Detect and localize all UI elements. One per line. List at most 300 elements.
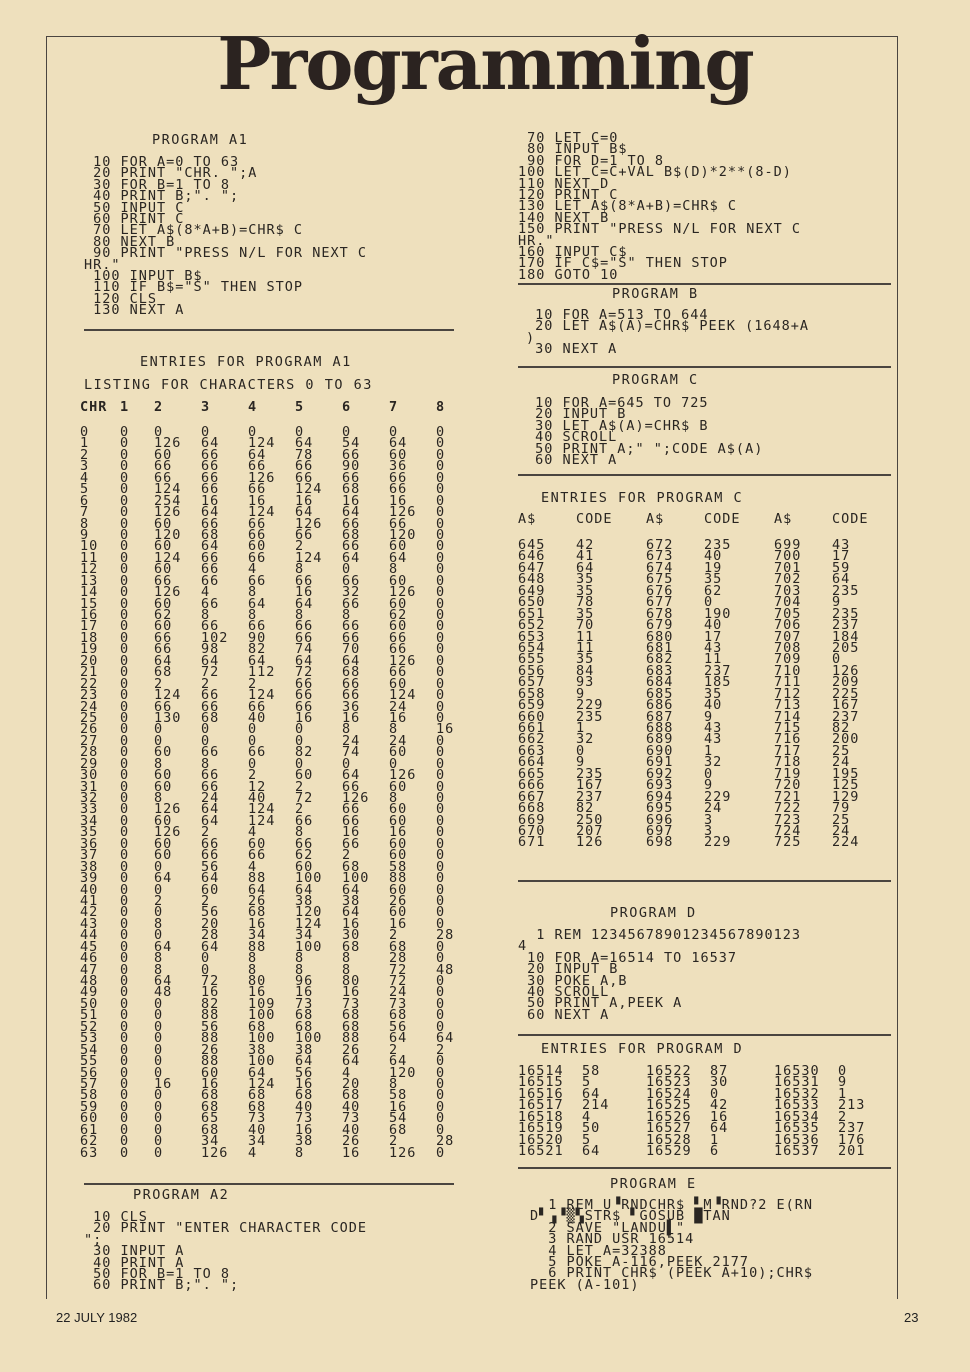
code-line: PEEK (A-101)	[530, 1276, 640, 1293]
table-cell: 26	[389, 892, 408, 909]
table-cell: 0	[120, 812, 130, 829]
table-row	[80, 824, 466, 841]
table-cell: 1	[704, 742, 714, 759]
table-row	[518, 559, 882, 576]
table-cell: 68	[295, 1007, 314, 1024]
table-cell: 0	[120, 641, 130, 658]
table-cell: 64	[342, 1053, 361, 1070]
table-cell: 4	[342, 1064, 352, 1081]
table-row	[518, 1074, 878, 1091]
table-cell: 0	[120, 950, 130, 967]
code-line: 90 FOR D=1 TO 8	[518, 152, 665, 169]
table-cell: 0	[154, 1121, 164, 1138]
table-cell: 64	[342, 652, 361, 669]
table-cell: 124	[248, 435, 276, 452]
table-cell: 126	[154, 435, 182, 452]
table-cell: 9	[832, 594, 842, 611]
code-line: 30 INPUT A	[84, 1243, 185, 1260]
table-cell: 16	[295, 1121, 314, 1138]
table-cell: 0	[120, 1121, 130, 1138]
table-cell: 17	[832, 548, 851, 565]
entries-d-heading: ENTRIES FOR PROGRAM D	[541, 1041, 744, 1057]
table-cell: 38	[295, 1133, 314, 1150]
table-cell: 66	[342, 675, 361, 692]
program-a1-heading: PROGRAM A1	[152, 132, 249, 148]
table-cell: 56	[295, 1064, 314, 1081]
table-cell: 62	[295, 847, 314, 864]
table-cell: 13	[80, 572, 99, 589]
table-cell: 35	[576, 605, 595, 622]
table-cell: 64	[201, 801, 220, 818]
table-cell: 48	[80, 973, 99, 989]
table-row	[80, 1144, 466, 1161]
table-cell: 0	[154, 1041, 164, 1058]
table-cell: 0	[436, 492, 446, 509]
table-cell: 9	[576, 754, 586, 771]
table-cell: 30	[80, 767, 99, 784]
table-cell: 100	[248, 1030, 276, 1047]
table-header-row	[80, 399, 466, 415]
table-cell: 0	[436, 549, 446, 566]
table-cell: 0	[120, 995, 130, 1012]
table-row	[80, 1007, 466, 1024]
table-cell: 235	[576, 765, 604, 782]
table-cell: 0	[120, 526, 130, 543]
table-cell: 66	[342, 595, 361, 612]
table-cell: 16535	[774, 1120, 820, 1137]
table-cell: 0	[436, 698, 446, 715]
table-cell: 73	[342, 1110, 361, 1127]
table-cell: 235	[704, 537, 732, 553]
table-cell: 201	[838, 1143, 866, 1160]
code-line: 20 PRINT "ENTER CHARACTER CODE	[84, 1220, 367, 1237]
table-cell: 718	[774, 754, 802, 771]
table-cell: 0	[154, 995, 164, 1012]
table-cell: 16533	[774, 1097, 820, 1114]
table-cell: 66	[201, 767, 220, 784]
table-cell: 20	[201, 915, 220, 932]
table-cell: 0	[436, 973, 446, 989]
table-cell: 190	[704, 605, 732, 622]
table-cell: 237	[576, 788, 604, 805]
table-cell: 40	[248, 1121, 267, 1138]
table-cell: 697	[646, 822, 674, 839]
table-cell: 0	[154, 732, 164, 749]
table-row	[80, 664, 466, 681]
table-cell: 686	[646, 697, 674, 714]
table-cell: 652	[518, 617, 546, 634]
table-cell: 0	[120, 1110, 130, 1127]
table-cell: 64	[248, 881, 267, 898]
table-cell: 710	[774, 662, 802, 679]
table-cell: 662	[518, 731, 546, 748]
table-cell: 60	[154, 847, 173, 864]
table-cell: 8	[201, 755, 211, 772]
table-cell: 66	[248, 549, 267, 566]
table-cell: 0	[342, 755, 352, 772]
table-cell: 68	[295, 1087, 314, 1104]
table-row	[518, 731, 882, 748]
table-cell: 73	[248, 1110, 267, 1127]
table-cell: 677	[646, 594, 674, 611]
code-line: 20 INPUT B	[526, 406, 627, 423]
table-cell: 0	[436, 469, 446, 486]
column-header: 4	[248, 399, 258, 415]
table-cell: 40	[704, 697, 723, 714]
table-cell: 20	[80, 652, 99, 669]
code-line: 110 NEXT D	[518, 175, 610, 192]
table-cell: 11	[704, 651, 723, 668]
table-cell: 1	[576, 720, 586, 736]
table-cell: 713	[774, 697, 802, 714]
table-cell: 0	[248, 424, 258, 440]
table-cell: 82	[576, 800, 595, 817]
table-cell: 66	[389, 664, 408, 681]
table-cell: 62	[154, 607, 173, 623]
table-cell: 78	[295, 446, 314, 463]
table-cell: 235	[576, 708, 604, 725]
table-cell: 707	[774, 628, 802, 645]
table-cell: 26	[342, 1133, 361, 1150]
table-cell: 16	[295, 984, 314, 1001]
table-cell: 2	[201, 892, 211, 909]
table-row	[518, 777, 882, 794]
table-cell: 209	[832, 674, 860, 691]
table-cell: 0	[436, 607, 446, 623]
table-cell: 0	[120, 973, 130, 989]
table-cell: 679	[646, 617, 674, 634]
table-cell: 66	[295, 687, 314, 704]
table-cell: 0	[436, 687, 446, 704]
table-cell: 16536	[774, 1131, 820, 1148]
table-cell: 66	[389, 641, 408, 658]
table-cell: 0	[436, 652, 446, 669]
table-cell: 58	[389, 1087, 408, 1104]
code-line: D▘▗▝▒▚STR$ ▘GOSUB █TAN	[530, 1208, 731, 1225]
table-cell: 66	[342, 687, 361, 704]
table-cell: 0	[436, 732, 446, 749]
table-cell: 66	[295, 469, 314, 486]
table-cell: 0	[436, 1121, 446, 1138]
table-cell: 0	[436, 744, 446, 761]
table-cell: 60	[389, 812, 408, 829]
table-cell: 0	[154, 1098, 164, 1115]
table-cell: 36	[342, 698, 361, 715]
table-cell: 0	[436, 526, 446, 543]
table-cell: 1	[710, 1131, 720, 1148]
table-cell: 68	[342, 481, 361, 498]
table-cell: 0	[436, 424, 446, 440]
table-cell: 88	[201, 1053, 220, 1070]
table-cell: 124	[248, 812, 276, 829]
table-cell: 58	[389, 858, 408, 875]
table-cell: 35	[576, 571, 595, 588]
table-row	[518, 788, 882, 805]
column-header: 7	[389, 399, 399, 415]
table-cell: 60	[201, 881, 220, 898]
table-cell: 40	[248, 709, 267, 726]
table-cell: 0	[576, 742, 586, 759]
table-cell: 658	[518, 685, 546, 702]
entries-c-header-row	[518, 511, 882, 527]
table-cell: 70	[342, 641, 361, 658]
table-cell: 685	[646, 685, 674, 702]
table-cell: 82	[248, 641, 267, 658]
table-cell: 0	[295, 424, 305, 440]
table-cell: 0	[436, 995, 446, 1012]
table-cell: 73	[295, 1110, 314, 1127]
table-cell: 64	[342, 904, 361, 921]
table-cell: 0	[436, 1144, 446, 1161]
table-cell: 100	[295, 870, 323, 887]
table-cell: 98	[201, 641, 220, 658]
table-cell: 68	[342, 526, 361, 543]
table-row	[518, 651, 882, 668]
table-cell: 60	[389, 778, 408, 795]
table-cell: 719	[774, 765, 802, 782]
code-line: 20 LET A$(A)=CHR$ PEEK (1648+A	[526, 318, 809, 335]
table-cell: 16	[342, 915, 361, 932]
table-cell: 0	[436, 515, 446, 532]
table-cell: 18	[80, 629, 99, 646]
table-cell: 8	[154, 755, 164, 772]
table-cell: 0	[436, 584, 446, 601]
table-cell: 64	[201, 812, 220, 829]
table-cell: 68	[201, 1098, 220, 1115]
table-cell: 16525	[646, 1097, 692, 1114]
table-cell: 0	[120, 892, 130, 909]
table-row	[80, 950, 466, 967]
table-cell: 93	[576, 674, 595, 691]
table-cell: 126	[295, 515, 323, 532]
table-cell: 0	[120, 881, 130, 898]
table-cell: 24	[832, 822, 851, 839]
table-cell: 23	[80, 687, 99, 704]
table-cell: 25	[832, 811, 851, 828]
table-cell: 0	[832, 651, 842, 668]
table-cell: 688	[646, 720, 674, 736]
table-cell: 16	[295, 709, 314, 726]
table-cell: 64	[582, 1085, 601, 1102]
table-row	[80, 927, 466, 944]
table-cell: 82	[201, 995, 220, 1012]
table-row	[518, 582, 882, 599]
table-cell: 64	[342, 767, 361, 784]
table-cell: 671	[518, 834, 546, 851]
table-cell: 66	[201, 481, 220, 498]
table-cell: 704	[774, 594, 802, 611]
table-cell: 60	[389, 835, 408, 852]
table-cell: 66	[201, 595, 220, 612]
divider	[518, 880, 891, 882]
table-cell: 32	[576, 731, 595, 748]
table-cell: 16	[295, 492, 314, 509]
table-cell: 0	[120, 481, 130, 498]
table-cell: 229	[576, 697, 604, 714]
table-cell: 125	[832, 777, 860, 794]
table-cell: 124	[154, 687, 182, 704]
table-row	[80, 744, 466, 761]
table-cell: 687	[646, 708, 674, 725]
table-cell: 72	[389, 973, 408, 989]
entries-c-table	[518, 537, 882, 851]
table-cell: 666	[518, 777, 546, 794]
table-cell: 0	[154, 1007, 164, 1024]
table-cell: 120	[389, 1064, 417, 1081]
table-cell: 112	[248, 664, 276, 681]
table-cell: 66	[201, 561, 220, 578]
table-cell: 0	[389, 755, 399, 772]
table-cell: 70	[576, 617, 595, 634]
table-cell: 126	[389, 504, 417, 521]
table-cell: 0	[436, 709, 446, 726]
table-cell: 675	[646, 571, 674, 588]
table-cell: 692	[646, 765, 674, 782]
table-cell: 8	[295, 950, 305, 967]
table-cell: 80	[342, 973, 361, 989]
table-cell: 8	[248, 607, 258, 623]
table-cell: 723	[774, 811, 802, 828]
table-cell: 668	[518, 800, 546, 817]
table-cell: 64	[248, 595, 267, 612]
table-cell: 655	[518, 651, 546, 668]
table-cell: 722	[774, 800, 802, 817]
table-row	[80, 504, 466, 521]
table-cell: 66	[201, 778, 220, 795]
table-cell: 0	[436, 572, 446, 589]
table-cell: 0	[436, 801, 446, 818]
table-cell: 716	[774, 731, 802, 748]
table-cell: 64	[295, 595, 314, 612]
table-cell: 0	[120, 847, 130, 864]
table-cell: 126	[154, 584, 182, 601]
table-cell: 64	[832, 571, 851, 588]
table-cell: 66	[389, 515, 408, 532]
table-cell: 8	[389, 561, 399, 578]
table-cell: 47	[80, 961, 99, 978]
table-cell: 32	[80, 790, 99, 806]
table-cell: 51	[80, 1007, 99, 1024]
table-cell: 11	[80, 549, 99, 566]
table-cell: 120	[154, 526, 182, 543]
table-cell: 16528	[646, 1131, 692, 1148]
table-cell: 0	[436, 755, 446, 772]
table-cell: 126	[201, 1144, 229, 1161]
table-cell: 3	[704, 822, 714, 839]
table-cell: 19	[704, 559, 723, 576]
table-cell: 68	[342, 1007, 361, 1024]
table-cell: 0	[389, 424, 399, 440]
table-cell: 60	[154, 744, 173, 761]
table-cell: 2	[154, 892, 164, 909]
table-cell: 0	[120, 618, 130, 635]
table-cell: 43	[704, 731, 723, 748]
table-cell: 9	[704, 777, 714, 794]
column-header: 5	[295, 399, 305, 415]
table-cell: 27	[80, 732, 99, 749]
table-cell: 213	[838, 1097, 866, 1114]
table-cell: 0	[436, 641, 446, 658]
table-cell: 0	[120, 767, 130, 784]
table-cell: 74	[295, 641, 314, 658]
table-cell: 39	[80, 870, 99, 887]
table-cell: 0	[342, 424, 352, 440]
table-cell: 698	[646, 834, 674, 851]
column-header: 2	[154, 399, 164, 415]
table-cell: 167	[832, 697, 860, 714]
table-row	[518, 834, 882, 851]
table-cell: 16	[342, 1144, 361, 1161]
table-cell: 5	[582, 1074, 592, 1091]
table-cell: 40	[704, 548, 723, 565]
table-cell: 34	[248, 1133, 267, 1150]
table-cell: 66	[248, 572, 267, 589]
table-cell: 214	[582, 1097, 610, 1114]
code-line: 10 FOR A=513 TO 644	[526, 307, 709, 323]
table-row	[80, 915, 466, 932]
table-row	[80, 687, 466, 704]
divider	[84, 1183, 454, 1185]
table-cell: 66	[342, 538, 361, 555]
table-cell: 2	[201, 824, 211, 841]
table-cell: 0	[120, 492, 130, 509]
table-cell: 68	[248, 1098, 267, 1115]
table-cell: 16	[295, 584, 314, 601]
table-cell: 696	[646, 811, 674, 828]
column-header: CHR	[80, 399, 108, 415]
table-cell: 669	[518, 811, 546, 828]
table-cell: 126	[389, 652, 417, 669]
table-row	[80, 858, 466, 875]
table-cell: 185	[704, 674, 732, 691]
table-cell: 0	[154, 721, 164, 738]
table-cell: 0	[704, 594, 714, 611]
table-cell: 2	[295, 538, 305, 555]
table-cell: 16	[201, 492, 220, 509]
table-cell: 66	[342, 629, 361, 646]
table-cell: 4	[248, 1144, 258, 1161]
table-cell: 60	[154, 446, 173, 463]
table-cell: 0	[120, 469, 130, 486]
table-cell: 60	[248, 835, 267, 852]
table-cell: 124	[154, 481, 182, 498]
code-line: 120 CLS	[84, 290, 158, 307]
table-cell: 38	[80, 858, 99, 875]
table-row	[80, 1087, 466, 1104]
table-cell: 676	[646, 582, 674, 599]
table-cell: 695	[646, 800, 674, 817]
table-cell: 0	[436, 1007, 446, 1024]
table-row	[80, 1098, 466, 1115]
table-row	[518, 754, 882, 771]
table-cell: 0	[201, 424, 211, 440]
table-row	[518, 765, 882, 782]
table-cell: 0	[154, 881, 164, 898]
table-cell: 126	[576, 834, 604, 851]
table-cell: 0	[436, 675, 446, 692]
table-cell: 17	[704, 628, 723, 645]
table-cell: 184	[832, 628, 860, 645]
table-cell: 8	[295, 1144, 305, 1161]
table-cell: 28	[436, 927, 455, 944]
table-cell: 16531	[774, 1074, 820, 1091]
table-cell: 8	[389, 790, 399, 806]
table-cell: 66	[295, 835, 314, 852]
table-cell: 64	[436, 1030, 455, 1047]
table-row	[80, 709, 466, 726]
table-cell: 126	[832, 662, 860, 679]
table-row	[518, 617, 882, 634]
